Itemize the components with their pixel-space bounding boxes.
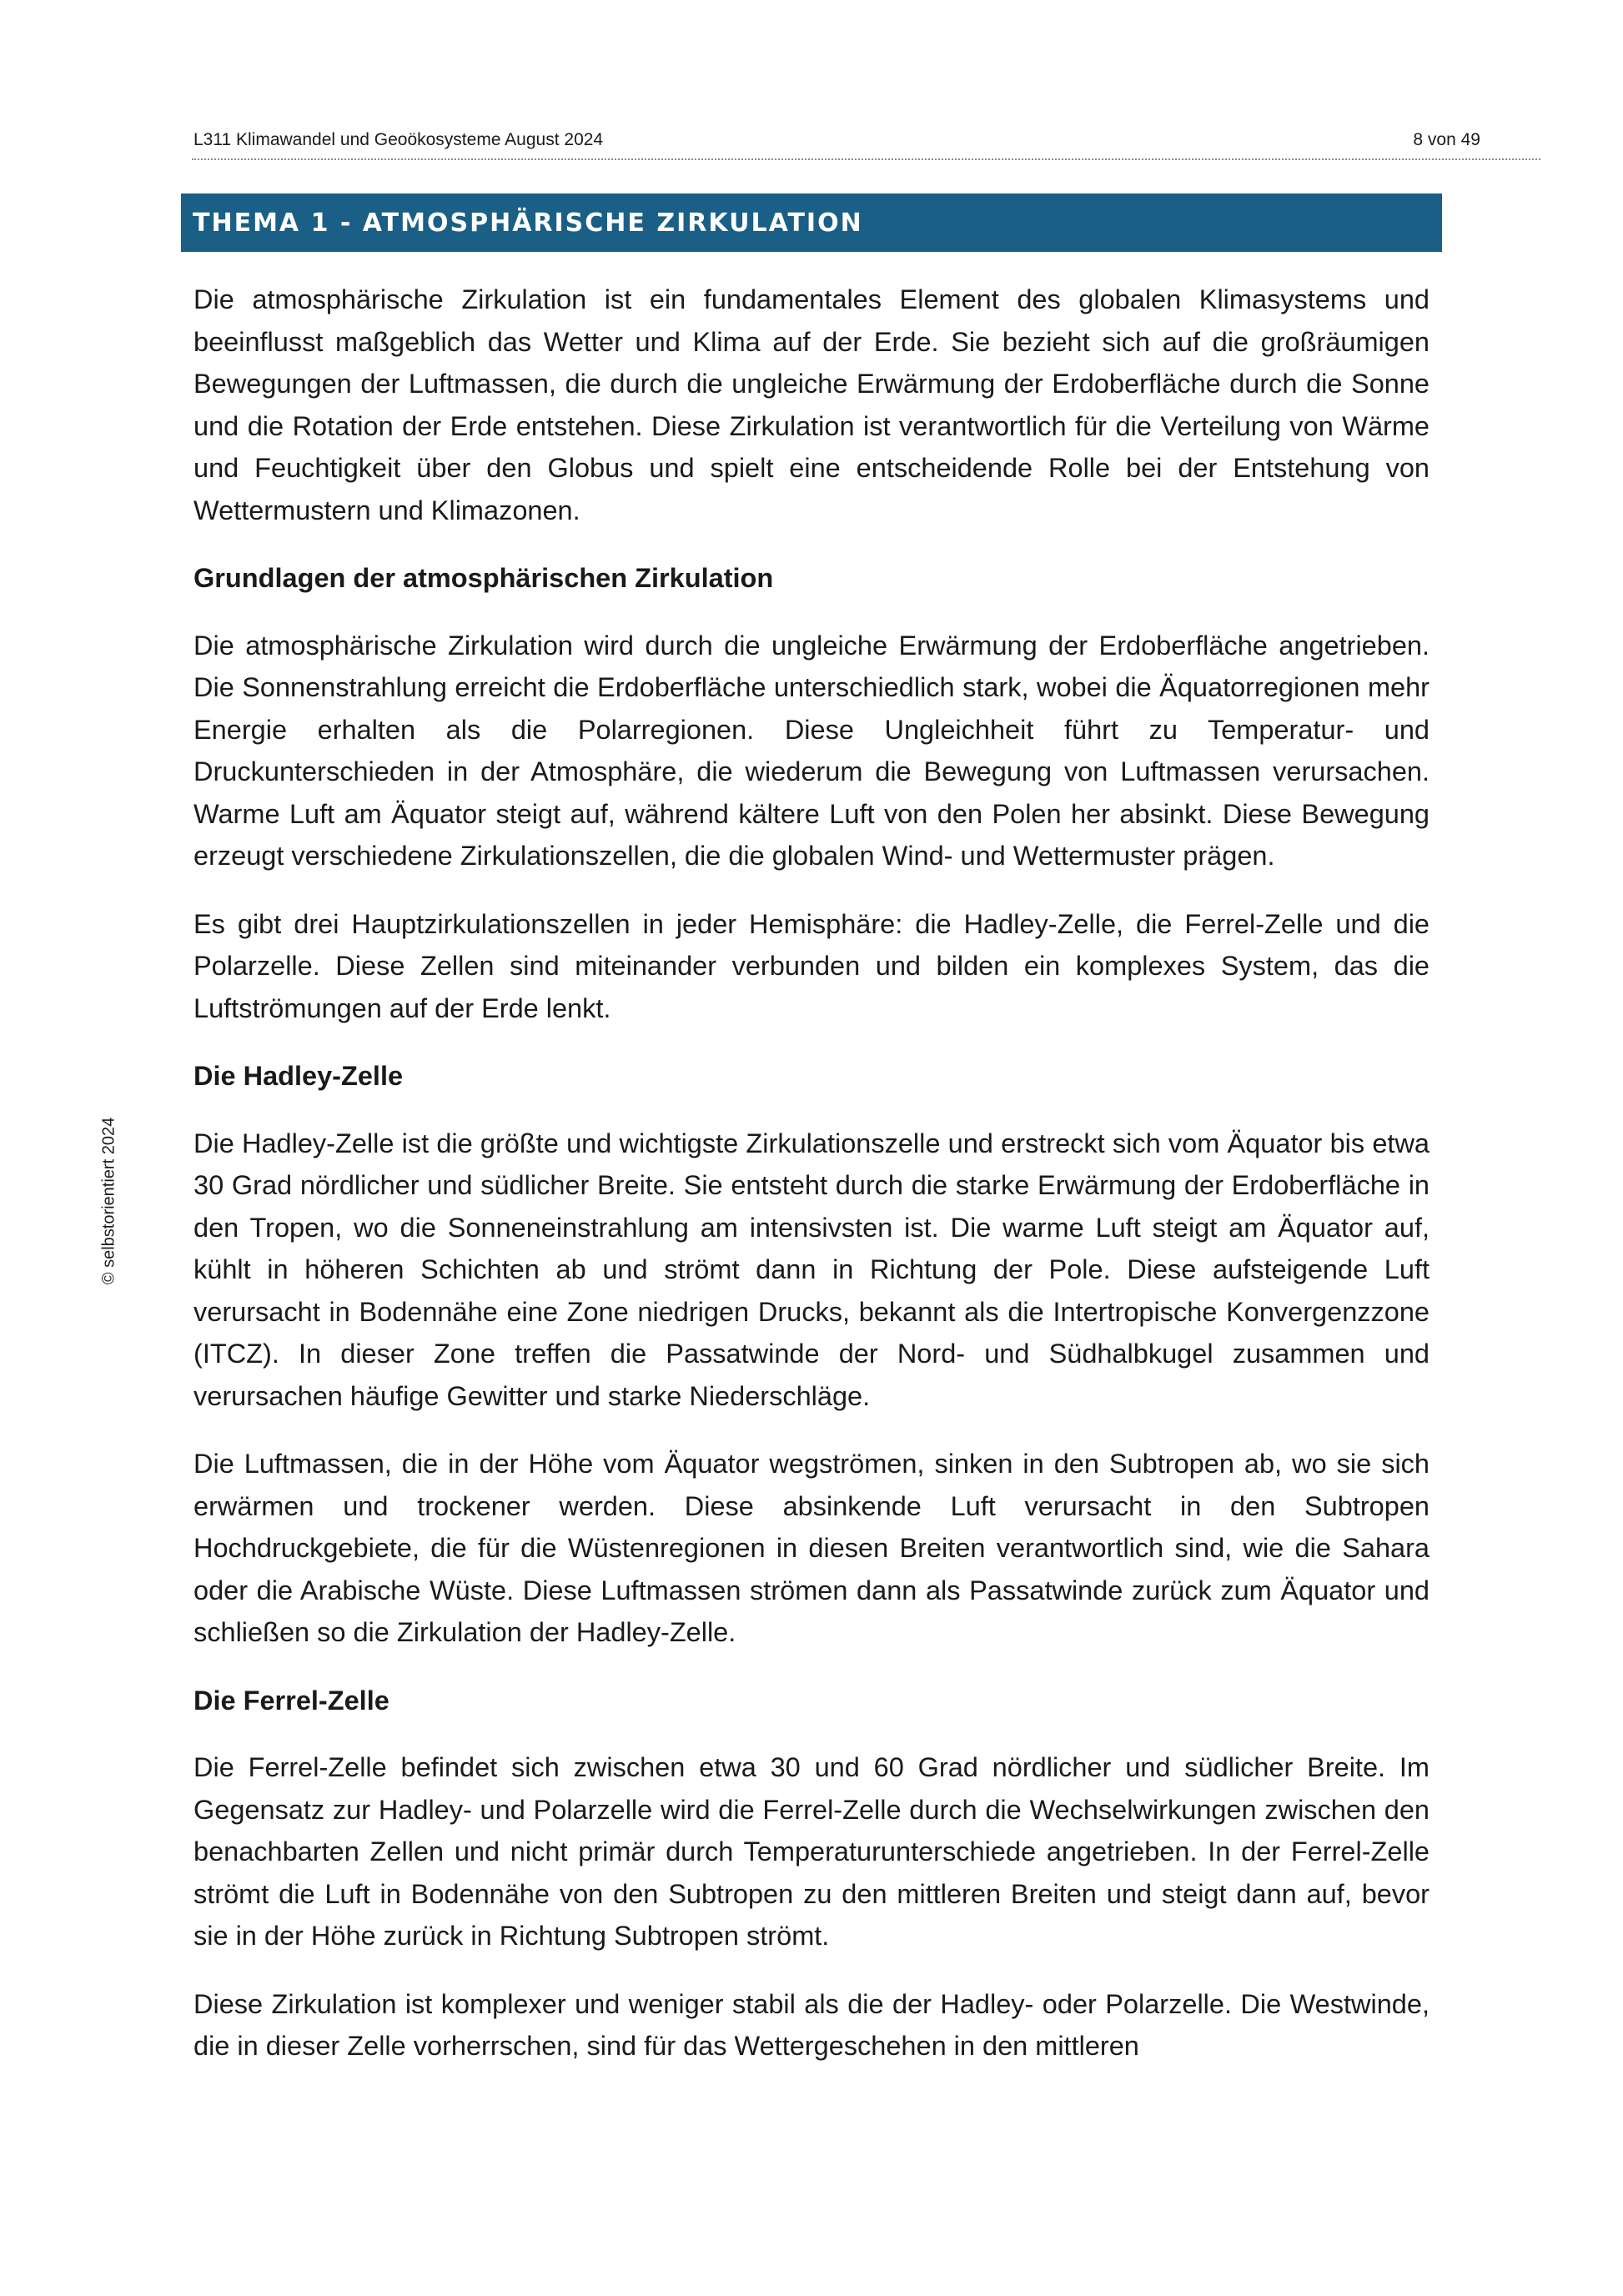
- document-title: L311 Klimawandel und Geoökosysteme August 2024: [193, 130, 604, 149]
- intro-paragraph: Die atmosphärische Zirkulation ist ein fundamentales Element des globalen Klimasystems und beeinflusst maßgeblich das Wetter und Klima auf der Erde. Sie bezieht sich auf die großräumigen Bewegungen der Luftmassen, die durch die ungleiche Erwärmung der Erdoberfläche durch die Sonne und die Rotation der Erde entstehen. Diese Zirkulation ist verantwortlich für die Verteilung von Wärme und Feuchtigkeit über den Globus und spielt eine entscheidende Rolle bei der Entstehung von Wettermustern und Klimazonen.: [193, 284, 1430, 525]
- paragraph-grundlagen-1: Die atmosphärische Zirkulation wird durch die ungleiche Erwärmung der Erdoberfläche angetrieben. Die Sonnenstrahlung erreicht die Erdoberfläche unterschiedlich stark, wobei die Äquatorregionen mehr Energie erhalten als die Polarregionen. Diese Ungleichheit führt zu Temperatur- und Druckunterschieden in der Atmosphäre, die wiederum die Bewegung von Luftmassen verursachen. Warme Luft am Äquator steigt auf, während kältere Luft von den Polen her absinkt. Diese Bewegung erzeugt verschiedene Zirkulationszellen, die die globalen Wind- und Wettermuster prägen.: [193, 630, 1430, 871]
- section-heading-hadley: Die Hadley-Zelle: [193, 1061, 404, 1091]
- paragraph-hadley-1: Die Hadley-Zelle ist die größte und wichtigste Zirkulationszelle und erstreckt sich vom Äquator bis etwa 30 Grad nördlicher und südlicher Breite. Sie entsteht durch die starke Erwärmung der Erdoberfläche in den Tropen, wo die Sonneneinstrahlung am intensivsten ist. Die warme Luft steigt am Äquator auf, kühlt in höheren Schichten ab und strömt dann in Richtung der Pole. Diese aufsteigende Luft verursacht in Bodennähe eine Zone niedrigen Drucks, bekannt als die Intertropische Konvergenzzone (ITCZ). In dieser Zone treffen die Passatwinde der Nord- und Südhalbkugel zusammen und verursachen häufige Gewitter und starke Niederschläge.: [193, 1128, 1430, 1411]
- paragraph-hadley-2: Die Luftmassen, die in der Höhe vom Äquator wegströmen, sinken in den Subtropen ab, wo sie sich erwärmen und trockener werden. Diese absinkende Luft verursacht in den Subtropen Hochdruckgebiete, die für die Wüstenregionen in diesen Breiten verantwortlich sind, wie die Sahara oder die Arabische Wüste. Diese Luftmassen strömen dann als Passatwinde zurück zum Äquator und schließen so die Zirkulation der Hadley-Zelle.: [193, 1449, 1430, 1647]
- topic-title: THEMA 1 - ATMOSPHÄRISCHE ZIRKULATION: [193, 208, 863, 238]
- section-heading-ferrel: Die Ferrel-Zelle: [193, 1685, 389, 1716]
- topic-banner: [181, 193, 1442, 252]
- document-body: [193, 279, 1430, 2093]
- page-number: 8 von 49: [1413, 130, 1480, 149]
- paragraph-ferrel-1: Die Ferrel-Zelle befindet sich zwischen etwa 30 und 60 Grad nördlicher und südlicher Breite. Im Gegensatz zur Hadley- und Polarzelle wird die Ferrel-Zelle durch die Wechselwirkungen zwischen den benachbarten Zellen und nicht primär durch Temperaturunterschiede angetrieben. In der Ferrel-Zelle strömt die Luft in Bodennähe von den Subtropen zu den mittleren Breiten und steigt dann auf, bevor sie in der Höhe zurück in Richtung Subtropen strömt.: [193, 1752, 1430, 1951]
- page-header: [192, 125, 1540, 160]
- section-heading-grundlagen: Grundlagen der atmosphärischen Zirkulation: [193, 563, 774, 593]
- paragraph-grundlagen-2: Es gibt drei Hauptzirkulationszellen in jeder Hemisphäre: die Hadley-Zelle, die Ferrel-Zelle und die Polarzelle. Diese Zellen sind miteinander verbunden und bilden ein komplexes System, das die Luftströmungen auf der Erde lenkt.: [193, 908, 1430, 1023]
- copyright-notice: © selbstorientiert 2024: [99, 1117, 118, 1285]
- paragraph-ferrel-2: Diese Zirkulation ist komplexer und weniger stabil als die der Hadley- oder Polarzelle. Die Westwinde, die in dieser Zelle vorherrschen, sind für das Wettergeschehen in den mittleren: [193, 1988, 1430, 2061]
